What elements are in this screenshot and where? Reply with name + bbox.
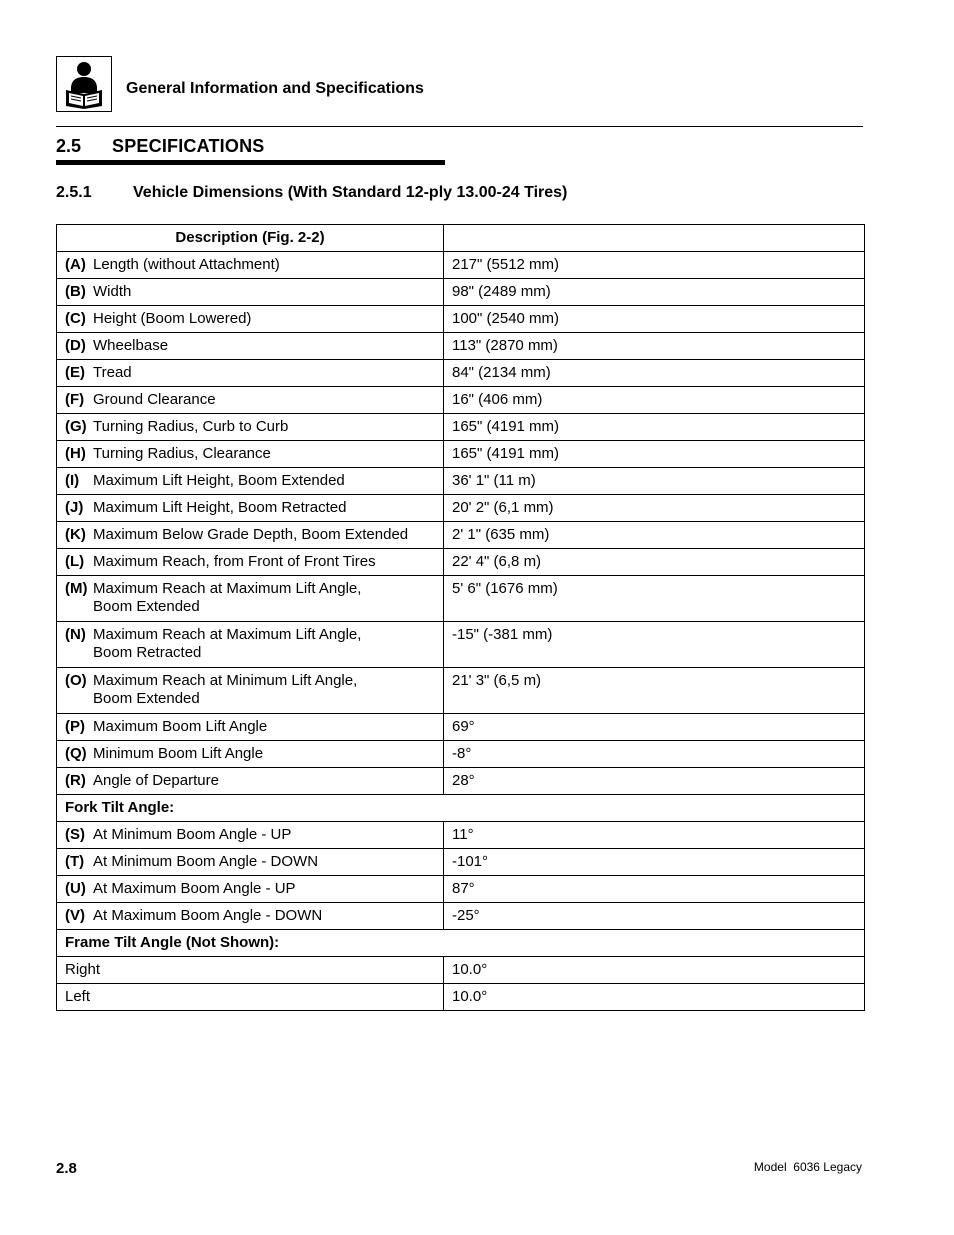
row-value: 217" (5512 mm) <box>444 252 865 279</box>
row-value: -25° <box>444 903 865 930</box>
value-column-header <box>444 225 865 252</box>
section-underline <box>56 160 445 165</box>
row-value: 16" (406 mm) <box>444 387 865 414</box>
row-description: Turning Radius, Curb to Curb <box>93 418 289 435</box>
row-letter: (D) <box>65 337 86 354</box>
row-letter: (G) <box>65 418 87 435</box>
group-header-row <box>57 795 865 822</box>
row-description: At Minimum Boom Angle - DOWN <box>93 853 319 870</box>
table-row <box>57 903 865 930</box>
row-letter: (T) <box>65 853 85 870</box>
row-value: 11° <box>444 822 865 849</box>
row-value: 165" (4191 mm) <box>444 441 865 468</box>
table-row <box>57 387 865 414</box>
row-description: Maximum Reach at Maximum Lift Angle, <box>93 580 362 597</box>
row-description: Turning Radius, Clearance <box>93 445 271 462</box>
table-row <box>57 768 865 795</box>
row-description: Tread <box>93 364 132 381</box>
row-description: Length (without Attachment) <box>93 256 280 273</box>
row-value: 10.0° <box>444 984 865 1011</box>
table-row <box>57 333 865 360</box>
row-letter: (K) <box>65 526 86 543</box>
row-letter: (R) <box>65 772 86 789</box>
frame-tilt-group-label: Frame Tilt Angle (Not Shown): <box>57 930 865 957</box>
page-number: 2.8 <box>56 1160 77 1177</box>
row-description: Left <box>57 984 444 1011</box>
row-description: Maximum Lift Height, Boom Extended <box>93 472 345 489</box>
row-description-line2: Boom Extended <box>93 690 200 707</box>
row-letter: (B) <box>65 283 86 300</box>
model-name: Model 6036 Legacy <box>753 1160 862 1174</box>
row-description: Maximum Reach at Minimum Lift Angle, <box>93 672 358 689</box>
table-row <box>57 668 865 714</box>
row-description: Wheelbase <box>93 337 169 354</box>
row-letter: (L) <box>65 553 85 570</box>
row-value: 84" (2134 mm) <box>444 360 865 387</box>
table-row <box>57 495 865 522</box>
row-description: At Maximum Boom Angle - DOWN <box>93 907 323 924</box>
row-description: Right <box>57 957 444 984</box>
row-letter: (Q) <box>65 745 87 762</box>
row-letter: (P) <box>65 718 85 735</box>
row-description: Maximum Below Grade Depth, Boom Extended <box>93 526 409 543</box>
row-letter: (S) <box>65 826 85 843</box>
row-value: -15" (-381 mm) <box>444 622 865 668</box>
table-row <box>57 468 865 495</box>
vehicle-dimensions-table <box>56 224 865 1011</box>
row-value: 20' 2" (6,1 mm) <box>444 495 865 522</box>
row-letter: (F) <box>65 391 85 408</box>
row-letter: (M) <box>65 580 88 597</box>
row-description: Ground Clearance <box>93 391 216 408</box>
section-title: SPECIFICATIONS <box>112 136 265 156</box>
table-row <box>57 622 865 668</box>
row-description: Maximum Boom Lift Angle <box>93 718 268 735</box>
row-value: 165" (4191 mm) <box>444 414 865 441</box>
row-letter: (V) <box>65 907 85 924</box>
fork-tilt-group-label: Fork Tilt Angle: <box>57 795 865 822</box>
subsection-title: Vehicle Dimensions (With Standard 12-ply 13.00-24 Tires) <box>133 184 568 201</box>
table-row <box>57 741 865 768</box>
table-row <box>57 441 865 468</box>
table-row <box>57 414 865 441</box>
table-row <box>57 984 865 1011</box>
table-row <box>57 549 865 576</box>
table-row <box>57 279 865 306</box>
row-description-line2: Boom Retracted <box>93 644 202 661</box>
row-description: At Maximum Boom Angle - UP <box>93 880 296 897</box>
operator-reading-manual-icon <box>56 56 112 112</box>
row-description: Height (Boom Lowered) <box>93 310 252 327</box>
table-row <box>57 849 865 876</box>
row-value: 28° <box>444 768 865 795</box>
row-description: Minimum Boom Lift Angle <box>93 745 264 762</box>
row-description: Width <box>93 283 132 300</box>
row-value: 10.0° <box>444 957 865 984</box>
row-letter: (U) <box>65 880 86 897</box>
row-letter: (N) <box>65 626 86 643</box>
row-letter: (I) <box>65 472 80 489</box>
table-row <box>57 252 865 279</box>
row-description: Maximum Reach, from Front of Front Tires <box>93 553 376 570</box>
row-value: 113" (2870 mm) <box>444 333 865 360</box>
row-letter: (J) <box>65 499 84 516</box>
table-row <box>57 714 865 741</box>
row-value: 21' 3" (6,5 m) <box>444 668 865 714</box>
row-description: Angle of Departure <box>93 772 219 789</box>
row-value: -8° <box>444 741 865 768</box>
header-divider <box>56 126 863 127</box>
row-description: At Minimum Boom Angle - UP <box>93 826 292 843</box>
row-value: 98" (2489 mm) <box>444 279 865 306</box>
row-value: 36' 1" (11 m) <box>444 468 865 495</box>
row-letter: (O) <box>65 672 87 689</box>
row-value: 2' 1" (635 mm) <box>444 522 865 549</box>
row-letter: (E) <box>65 364 85 381</box>
subsection-number: 2.5.1 <box>56 184 92 201</box>
row-value: 87° <box>444 876 865 903</box>
row-letter: (C) <box>65 310 86 327</box>
row-description-line2: Boom Extended <box>93 598 200 615</box>
table-row <box>57 360 865 387</box>
row-value: 5' 6" (1676 mm) <box>444 576 865 622</box>
table-row <box>57 306 865 333</box>
row-letter: (A) <box>65 256 86 273</box>
table-row <box>57 876 865 903</box>
row-value: -101° <box>444 849 865 876</box>
description-column-header: Description (Fig. 2-2) <box>57 225 444 252</box>
table-row <box>57 576 865 622</box>
row-description: Maximum Reach at Maximum Lift Angle, <box>93 626 362 643</box>
row-letter: (H) <box>65 445 86 462</box>
table-header-row <box>57 225 865 252</box>
group-header-row <box>57 930 865 957</box>
table-row <box>57 957 865 984</box>
running-header-title: General Information and Specifications <box>126 80 424 97</box>
section-number: 2.5 <box>56 136 82 156</box>
table-row <box>57 822 865 849</box>
row-value: 100" (2540 mm) <box>444 306 865 333</box>
row-value: 22' 4" (6,8 m) <box>444 549 865 576</box>
row-description: Maximum Lift Height, Boom Retracted <box>93 499 347 516</box>
table-row <box>57 522 865 549</box>
row-value: 69° <box>444 714 865 741</box>
